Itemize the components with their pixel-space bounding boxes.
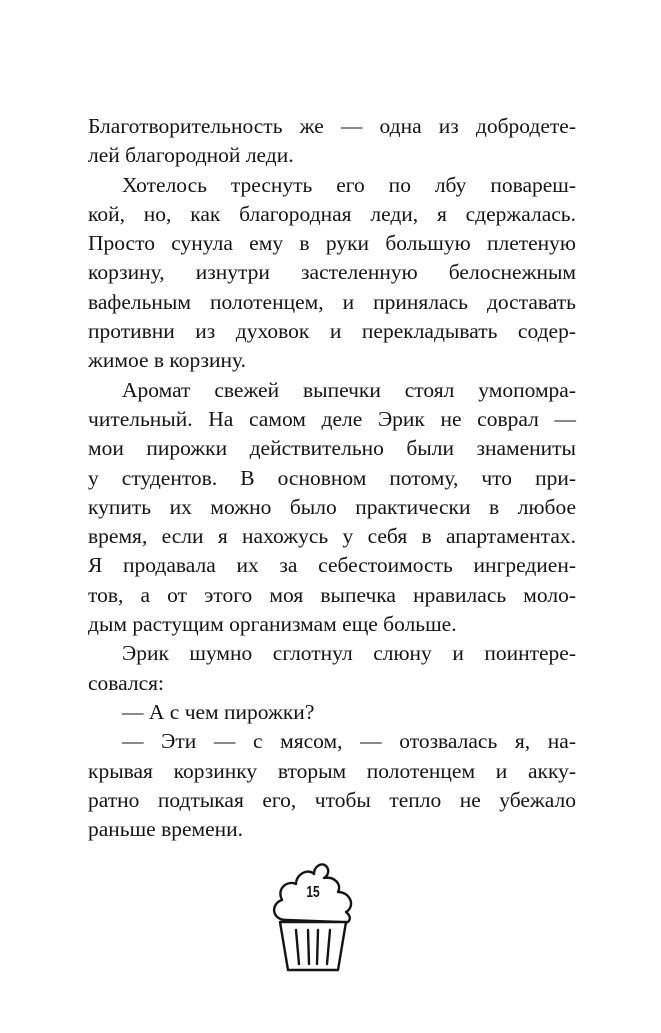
- text-line: вафельным полотенцем, и принялась доставать: [88, 289, 576, 314]
- text-line: — А с чем пирожки?: [122, 699, 315, 724]
- text-line: кой, но, как благородная леди, я сдержалась.: [88, 201, 576, 226]
- text-line: раньше времени.: [88, 817, 244, 842]
- text-line: чительный. На самом деле Эрик не соврал —: [88, 406, 576, 431]
- text-line: Просто сунула ему в руки большую плетеную: [88, 231, 576, 256]
- text-line: купить их можно было практически в любое: [88, 494, 576, 519]
- text-line: Хотелось треснуть его по лбу повареш-: [122, 172, 576, 197]
- text-line: совался:: [88, 670, 165, 695]
- page-number: 15: [306, 884, 320, 901]
- text-line: корзину, изнутри застеленную белоснежным: [88, 260, 576, 285]
- text-line: время, если я нахожусь у себя в апартаментах.: [88, 524, 576, 549]
- cupcake-icon: [266, 856, 360, 976]
- text-line: Эрик шумно сглотнул слюну и поинтере-: [122, 641, 576, 666]
- text-line: Я продавала их за себестоимость ингредиен-: [88, 553, 576, 578]
- cupcake-wrapper: [280, 922, 346, 970]
- text-line: дым растущим организмам еще больше.: [88, 612, 457, 637]
- text-line: тов, а от этого моя выпечка нравилась моло-: [88, 582, 576, 607]
- page-body-text: [88, 112, 576, 844]
- paragraph: [88, 376, 576, 640]
- text-line: — Эти — с мясом, — отозвалась я, на-: [122, 729, 576, 754]
- text-line: противни из духовок и перекладывать содер-: [88, 319, 576, 344]
- text-line: у студентов. В основном потому, что при-: [88, 465, 576, 490]
- text-line: Аромат свежей выпечки стоял умопомра-: [122, 377, 576, 402]
- paragraph: [88, 639, 576, 698]
- text-line: Благотворительность же — одна из добродете-: [88, 114, 576, 138]
- text-line: лей благородной леди.: [88, 143, 294, 168]
- text-line: жимое в корзину.: [88, 348, 247, 373]
- text-line: ратно подтыкая его, чтобы тепло не убежало: [88, 787, 576, 812]
- text-line: мои пирожки действительно были знамениты: [88, 436, 576, 461]
- paragraph: [88, 112, 576, 171]
- paragraph: [88, 171, 576, 376]
- paragraph: [88, 698, 576, 727]
- paragraph: [88, 727, 576, 844]
- text-line: крывая корзинку вторым полотенцем и акку-: [88, 758, 576, 783]
